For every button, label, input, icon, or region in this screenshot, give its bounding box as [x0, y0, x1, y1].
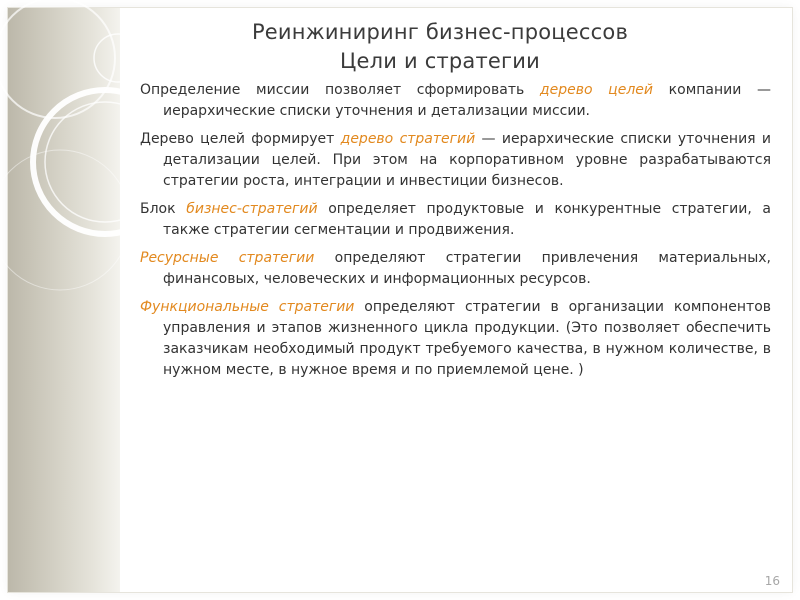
- paragraph-mission: [140, 80, 771, 122]
- paragraph-text: определяют стратегии привлечения материальных, финансовых, человеческих и информационных ресурсов.: [163, 250, 771, 287]
- page-number: 16: [764, 574, 780, 588]
- slide-title: [190, 18, 690, 76]
- title-line-1: Реинжиниринг бизнес-процессов: [251, 20, 629, 44]
- paragraph-goal-tree: [140, 129, 771, 192]
- highlight-goal-tree: дерево целей: [539, 82, 653, 98]
- highlight-functional-strategies: Функциональные стратегии: [140, 299, 355, 315]
- paragraph-text: Блок: [140, 201, 187, 217]
- paragraph-text: определяют стратегии в организации компонентов управления и этапов жизненного цикла продукции. (Это позволяет обеспечить заказчикам необходимый продукт требуемого качества, в нужном количестве, в нужном месте, в нужное время и по приемлемой цене. ): [163, 299, 772, 378]
- highlight-resource-strategies: Ресурсные стратегии: [140, 250, 315, 266]
- slide-body: [140, 80, 771, 388]
- title-line-2: Цели и стратегии: [340, 49, 540, 73]
- paragraph-business-strategies: [140, 199, 771, 241]
- paragraph-text: компании — иерархические списки уточнения и детализации миссии.: [163, 82, 771, 119]
- left-decorative-band: [8, 8, 120, 592]
- highlight-business-strategies: бизнес-стратегий: [186, 201, 318, 217]
- highlight-strategy-tree: дерево стратегий: [340, 131, 476, 147]
- paragraph-text: Определение миссии позволяет сформировать: [140, 82, 540, 98]
- paragraph-text: определяет продуктовые и конкурентные стратегии, а также стратегии сегментации и продвижения.: [163, 201, 771, 238]
- paragraph-resource-strategies: [140, 248, 771, 290]
- paragraph-text: Дерево целей формирует: [140, 131, 341, 147]
- paragraph-text: — иерархические списки уточнения и детализации целей. При этом на корпоративном уровне разрабатываются стратегии роста, интеграции и инвестиции бизнесов.: [163, 131, 772, 189]
- paragraph-functional-strategies: [140, 297, 771, 381]
